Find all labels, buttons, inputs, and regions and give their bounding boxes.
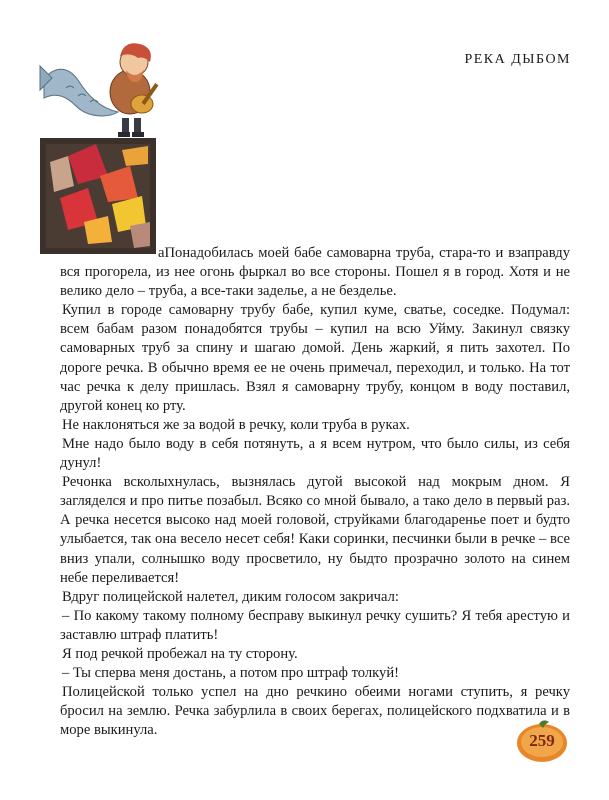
mermaid-figure bbox=[40, 43, 159, 137]
paragraph: – По какому такому полному бесправу выкинул речку сушить? Я тебя арестую и заставлю штраф платить! bbox=[60, 607, 570, 643]
paragraph: Купил в городе самоварну трубу бабе, купил куме, сватье, соседке. Подумал: всем бабам разом понадобятся трубы – купил на всю Уйму. Закинул связку самоварных труб за спину и шагаю домой. День жаркий, я пить захотел. По дороге речка. В обычно время ее не очень примечал, переходил, и только. На тот час речка к делу пришлась. Взял я самоварну трубу, концом в воду поставил, другой конец ко рту. bbox=[60, 302, 570, 414]
paragraph: Вдруг полицейской налетел, диким голосом закричал: bbox=[62, 588, 399, 605]
paragraph: Не наклоняться же за водой в речку, коли труба в руках. bbox=[62, 416, 410, 433]
paragraph: Я под речкой пробежал на ту сторону. bbox=[62, 645, 298, 662]
running-header: РЕКА ДЫБОМ bbox=[464, 52, 571, 67]
dropcap-ornament bbox=[40, 138, 156, 254]
page-number-badge bbox=[515, 718, 569, 764]
paragraph: – Ты сперва меня достань, а потом про штраф толкуй! bbox=[62, 665, 399, 682]
story-text bbox=[60, 244, 570, 740]
paragraph: Полицейской только успел на дно речкино обеими ногами ступить, я речку бросил на землю. Речка забурлила в своих берегах, полицейского подхватила и в море выкинула. bbox=[60, 684, 570, 739]
page-number: 259 bbox=[529, 731, 555, 750]
dropcap-space bbox=[60, 244, 158, 263]
paragraph: аПонадобилась моей бабе самоварна труба, стара-то и взаправду вся прогорела, из нее огонь фыркал во все стороны. Пошел я в город. Хотя и не велико дело – труба, а все-таки заделье, а не безделье. bbox=[60, 245, 570, 300]
story-illustration bbox=[38, 26, 178, 256]
paragraph: Речонка всколыхнулась, вызнялась дугой высокой над мокрым дном. Я загляделся и про питье позабыл. Всяко со мной бывало, а тако дело в первый раз. А речка несется высоко над моей головой, струйками благодаренье поет и будто улыбается, так она весело несет себя! Каки соринки, песчинки были в речке – все вниз упали, солнышко воду просветило, ну быдто прозрачно золото на синем небе переливается! bbox=[60, 474, 570, 586]
paragraph: Мне надо было воду в себя потянуть, а я всем нутром, что было силы, из себя дунул! bbox=[60, 435, 570, 472]
